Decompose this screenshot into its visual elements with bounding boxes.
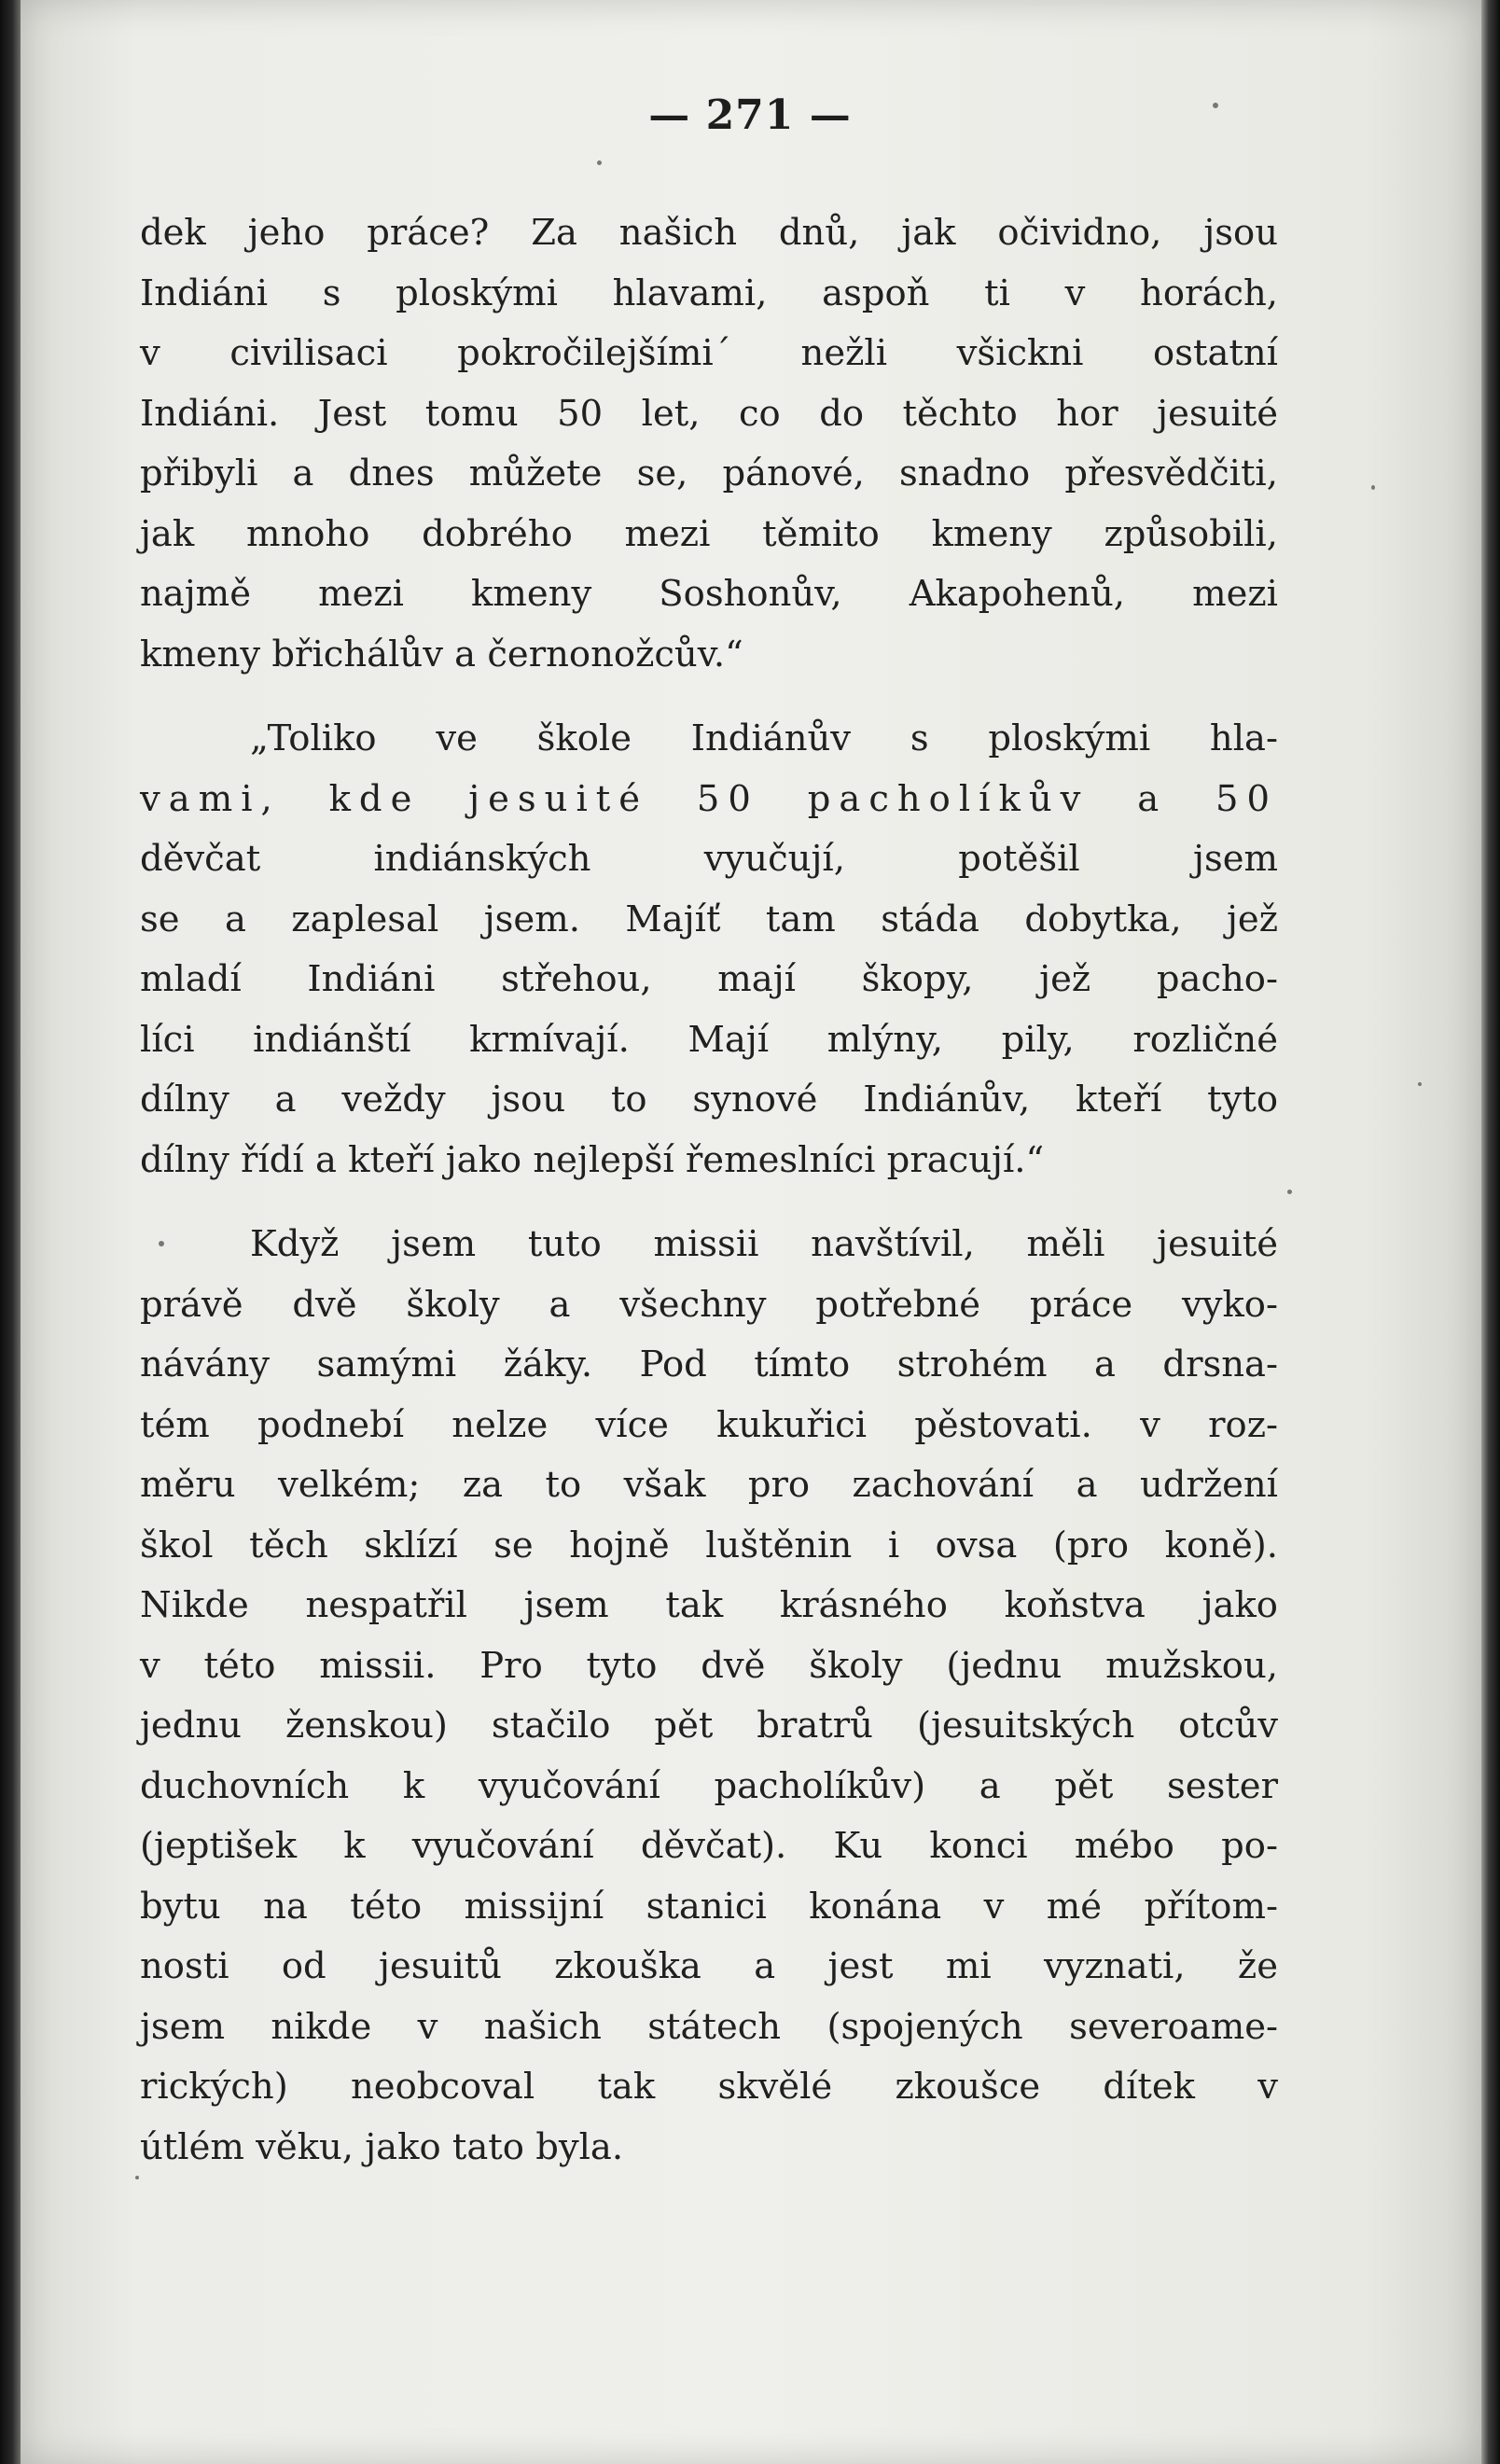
text-line: mladí Indiáni střehou, mají škopy, jež pacho-	[140, 958, 1278, 1000]
text-line: duchovních k vyučování pacholíkův) a pět sester	[140, 1764, 1278, 1807]
text-line: návány samými žáky. Pod tímto strohém a drsna-	[140, 1343, 1278, 1385]
scan-speck	[1371, 485, 1375, 490]
text-line: právě dvě školy a všechny potřebné práce vyko-	[140, 1283, 1278, 1326]
scan-speck	[159, 1241, 164, 1246]
text-line: vami, kde jesuité 50 pacholíkův a 50	[140, 777, 1278, 820]
scan-speck	[1213, 103, 1218, 108]
scan-speck	[1287, 1190, 1292, 1194]
text-line: jsem nikde v našich státech (spojených severoame-	[140, 2005, 1278, 2048]
text-line: tém podnebí nelze více kukuřici pěstovati. v roz-	[140, 1403, 1278, 1446]
page-body	[140, 203, 1278, 2178]
text-line: jak mnoho dobrého mezi těmito kmeny způsobili,	[140, 512, 1278, 555]
text-line: přibyli a dnes můžete se, pánové, snadno přesvědčiti,	[140, 452, 1278, 494]
text-line: bytu na této missijní stanici konána v mé přítom-	[140, 1885, 1278, 1928]
scan-left-edge	[0, 0, 21, 2464]
text-line: dek jeho práce? Za našich dnů, jak očividno, jsou	[140, 212, 1278, 254]
text-line: kmeny břichálův a černonožcův.“	[140, 633, 743, 675]
text-line: líci indiánští krmívají. Mají mlýny, pily, rozličné	[140, 1018, 1278, 1061]
text-line: děvčat indiánských vyučují, potěšil jsem	[140, 838, 1278, 880]
text-line: dílny řídí a kteří jako nejlepší řemeslníci pracují.“	[140, 1138, 1045, 1181]
text-line: dílny a veždy jsou to synové Indiánův, kteří tyto	[140, 1079, 1278, 1121]
scan-speck	[135, 2176, 139, 2179]
text-line: škol těch sklízí se hojně luštěnin i ovsa (pro koně).	[140, 1524, 1278, 1566]
paragraph-1	[140, 203, 1278, 685]
text-line: jednu ženskou) stačilo pět bratrů (jesuitských otcův	[140, 1705, 1278, 1747]
text-line: rických) neobcoval tak skvělé zkoušce dítek v	[140, 2066, 1278, 2108]
text-line: Když jsem tuto missii navštívil, měli jesuité	[250, 1223, 1278, 1265]
paragraph-3	[140, 1215, 1278, 2178]
text-line: „Toliko ve škole Indiánův s ploskými hla-	[250, 717, 1278, 759]
text-line: útlém věku, jako tato byla.	[140, 2125, 624, 2168]
text-line: Indiáni s ploskými hlavami, aspoň ti v horách,	[140, 271, 1278, 314]
text-line: měru velkém; za to však pro zachování a udržení	[140, 1464, 1278, 1506]
text-line: v této missii. Pro tyto dvě školy (jednu mužskou,	[140, 1644, 1278, 1687]
scan-right-edge	[1481, 0, 1500, 2464]
text-line: nosti od jesuitů zkouška a jest mi vyznati, že	[140, 1945, 1278, 1987]
text-line: Indiáni. Jest tomu 50 let, co do těchto hor jesuité	[140, 392, 1278, 435]
text-line: (jeptišek k vyučování děvčat). Ku konci mébo po-	[140, 1825, 1278, 1867]
scan-speck	[597, 160, 602, 165]
text-line: najmě mezi kmeny Soshonův, Akapohenů, mezi	[140, 573, 1278, 615]
text-line: se a zaplesal jsem. Majíť tam stáda dobytka, jež	[140, 898, 1278, 940]
scan-speck	[1418, 1082, 1422, 1086]
text-line: v civilisaci pokročilejšími´ nežli všickni ostatní	[140, 332, 1278, 374]
paragraph-2	[140, 709, 1278, 1190]
text-line: Nikde nespatřil jsem tak krásného koňstva jako	[140, 1584, 1278, 1626]
page-number: — 271 —	[648, 91, 852, 139]
